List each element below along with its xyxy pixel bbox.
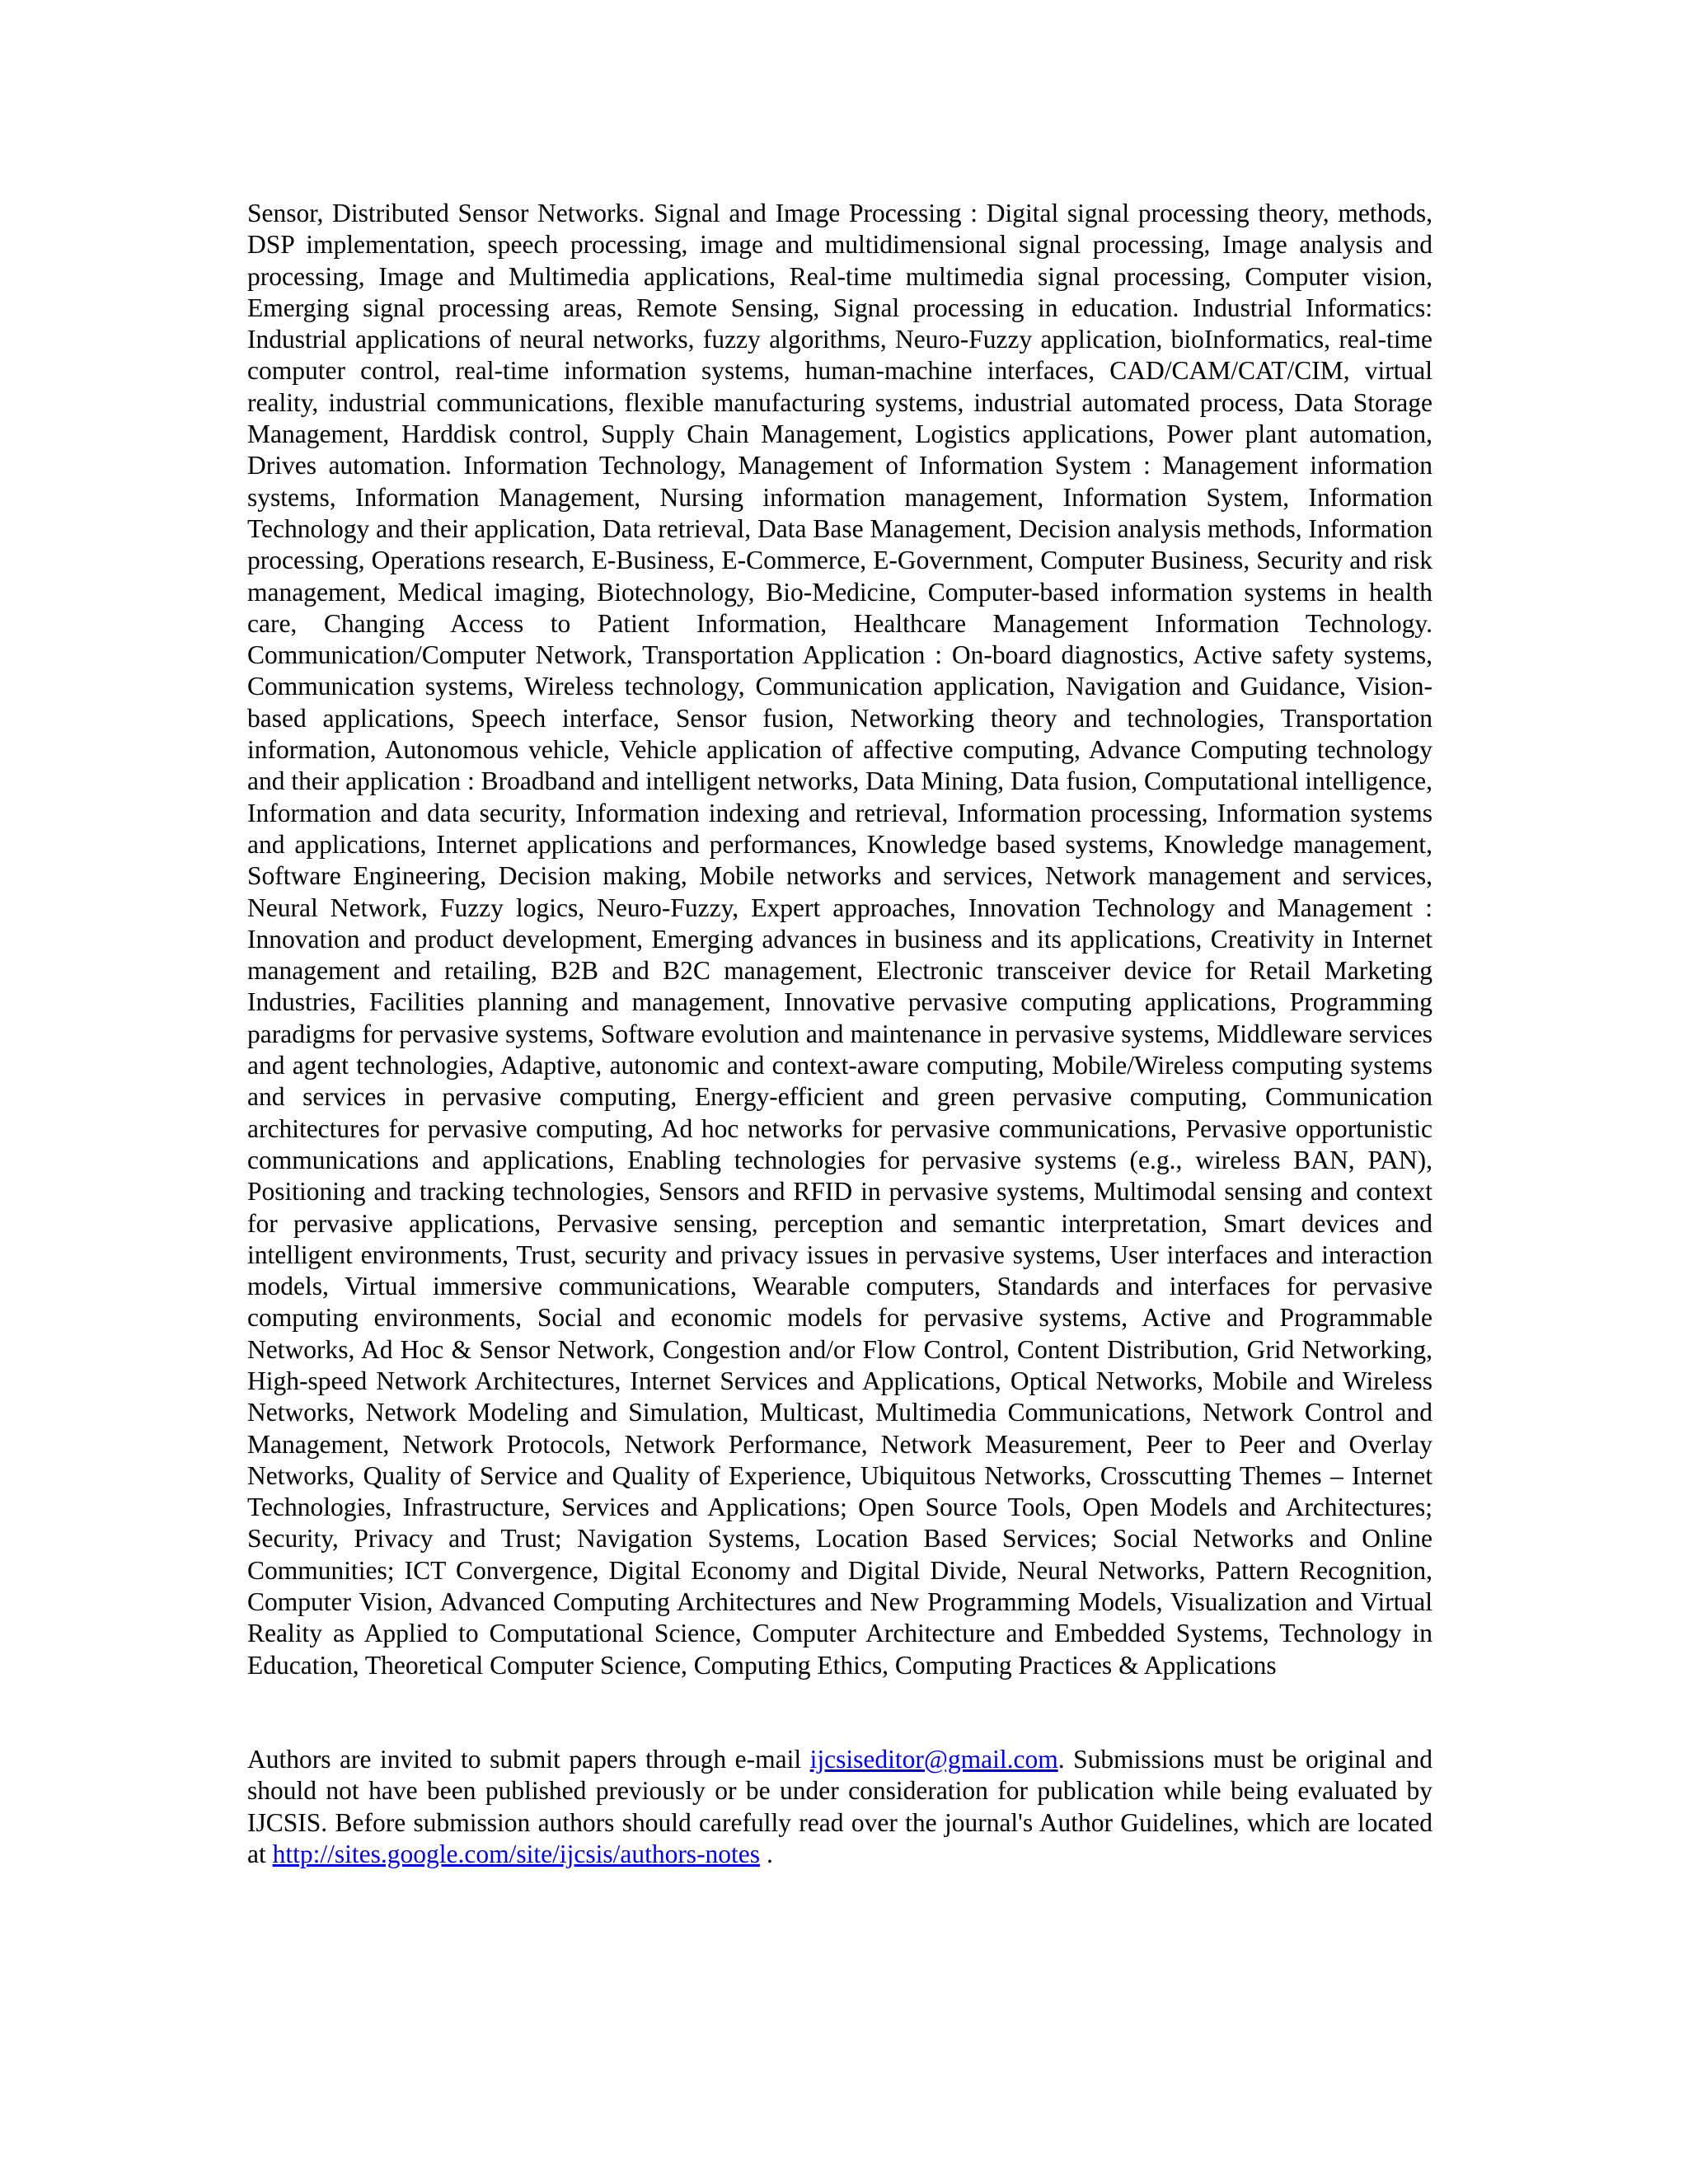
submission-text-before-email: Authors are invited to submit papers through e-mail [247, 1744, 810, 1774]
page-content [247, 198, 1432, 1870]
submission-paragraph [247, 1744, 1432, 1870]
submission-text-after-email: . Submissions must be original and should not have been published previously or be under consideration for publication while being evaluated by IJCSIS. Before submission authors should carefully read over the journal's Author Guidelines, which are located at [247, 1744, 1432, 1868]
editor-email-link[interactable]: ijcsiseditor@gmail.com [809, 1744, 1058, 1774]
topics-paragraph: Sensor, Distributed Sensor Networks. Signal and Image Processing : Digital signal processing theory, methods, DSP implementation, speech processing, image and multidimensional signal processing, Image analysis and processing, Image and Multimedia applications, Real-time multimedia signal processing, Computer vision, Emerging signal processing areas, Remote Sensing, Signal processing in education. Industrial Informatics: Industrial applications of neural networks, fuzzy algorithms, Neuro-Fuzzy application, bioInformatics, real-time computer control, real-time information systems, human-machine interfaces, CAD/CAM/CAT/CIM, virtual reality, industrial communications, flexible manufacturing systems, industrial automated process, Data Storage Management, Harddisk control, Supply Chain Management, Logistics applications, Power plant automation, Drives automation. Information Technology, Management of Information System : Management information systems, Information Management, Nursing information management, Information System, Information Technology and their application, Data retrieval, Data Base Management, Decision analysis methods, Information processing, Operations research, E-Business, E-Commerce, E-Government, Computer Business, Security and risk management, Medical imaging, Biotechnology, Bio-Medicine, Computer-based information systems in health care, Changing Access to Patient Information, Healthcare Management Information Technology. Communication/Computer Network, Transportation Application : On-board diagnostics, Active safety systems, Communication systems, Wireless technology, Communication application, Navigation and Guidance, Vision-based applications, Speech interface, Sensor fusion, Networking theory and technologies, Transportation information, Autonomous vehicle, Vehicle application of affective computing, Advance Computing technology and their application : Broadband and intelligent networks, Data Mining, Data fusion, Computational intelligence, Information and data security, Information indexing and retrieval, Information processing, Information systems and applications, Internet applications and performances, Knowledge based systems, Knowledge management, Software Engineering, Decision making, Mobile networks and services, Network management and services, Neural Network, Fuzzy logics, Neuro-Fuzzy, Expert approaches, Innovation Technology and Management : Innovation and product development, Emerging advances in business and its applications, Creativity in Internet management and retailing, B2B and B2C management, Electronic transceiver device for Retail Marketing Industries, Facilities planning and management, Innovative pervasive computing applications, Programming paradigms for pervasive systems, Software evolution and maintenance in pervasive systems, Middleware services and agent technologies, Adaptive, autonomic and context-aware computing, Mobile/Wireless computing systems and services in pervasive computing, Energy-efficient and green pervasive computing, Communication architectures for pervasive computing, Ad hoc networks for pervasive communications, Pervasive opportunistic communications and applications, Enabling technologies for pervasive systems (e.g., wireless BAN, PAN), Positioning and tracking technologies, Sensors and RFID in pervasive systems, Multimodal sensing and context for pervasive applications, Pervasive sensing, perception and semantic interpretation, Smart devices and intelligent environments, Trust, security and privacy issues in pervasive systems, User interfaces and interaction models, Virtual immersive communications, Wearable computers, Standards and interfaces for pervasive computing environments, Social and economic models for pervasive systems, Active and Programmable Networks, Ad Hoc & Sensor Network, Congestion and/or Flow Control, Content Distribution, Grid Networking, High-speed Network Architectures, Internet Services and Applications, Optical Networks, Mobile and Wireless Networks, Network Modeling and Simulation, Multicast, Multimedia Communications, Network Control and Management, Network Protocols, Network Performance, Network Measurement, Peer to Peer and Overlay Networks, Quality of Service and Quality of Experience, Ubiquitous Networks, Crosscutting Themes – Internet Technologies, Infrastructure, Services and Applications; Open Source Tools, Open Models and Architectures; Security, Privacy and Trust; Navigation Systems, Location Based Services; Social Networks and Online Communities; ICT Convergence, Digital Economy and Digital Divide, Neural Networks, Pattern Recognition, Computer Vision, Advanced Computing Architectures and New Programming Models, Visualization and Virtual Reality as Applied to Computational Science, Computer Architecture and Embedded Systems, Technology in Education, Theoretical Computer Science, Computing Ethics, Computing Practices & Applications [247, 199, 1432, 1680]
author-guidelines-link[interactable]: http://sites.google.com/site/ijcsis/authors-notes [272, 1839, 761, 1868]
submission-text-end: . [760, 1839, 773, 1868]
